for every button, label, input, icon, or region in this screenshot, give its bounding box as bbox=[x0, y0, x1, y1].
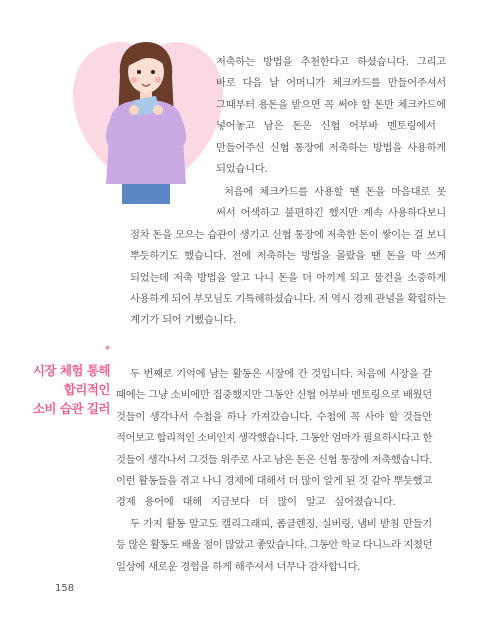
text-line: 점차 돈을 모으는 습관이 생기고 신협 통장에 저축한 돈이 쌓이는 걸 보니 bbox=[130, 228, 446, 241]
girl-with-card-illustration bbox=[68, 24, 228, 204]
text-line: 처음에 체크카드를 사용할 땐 돈을 마음대로 못 bbox=[224, 186, 446, 198]
text-line: 두 번째로 기억에 남는 활동은 시장에 간 것입니다. 처음에 시장을 갈 bbox=[130, 368, 432, 380]
right-eye bbox=[151, 70, 155, 74]
text-line: 때에는 그냥 소비에만 집중했지만 그동안 신협 어부바 멘토링으로 배웠던 bbox=[116, 389, 432, 402]
left-cheek bbox=[131, 77, 137, 83]
text-line: 바로 다음 날 어머니가 체크카드를 만들어주셔서 bbox=[216, 77, 446, 90]
text-line: 이런 활동들을 겪고 나니 경제에 대해서 더 많이 알게 된 것 같아 뿌듯했고 bbox=[116, 474, 432, 487]
text-line: 등 많은 활동도 배울 점이 많았고 좋았습니다. 그동안 학교 다니느라 지쳤던 bbox=[116, 539, 432, 552]
text-line: 만들어주신 신협 통장에 저축하는 방법을 사용하게 bbox=[216, 141, 446, 154]
text-line: 써서 어색하고 불편하긴 했지만 계속 사용하다보니 bbox=[216, 207, 446, 220]
text-line: 일상에 새로운 경험을 하게 해주셔서 너무나 감사합니다. bbox=[116, 560, 361, 573]
right-cheek bbox=[155, 77, 161, 83]
side-heading-line: 시장 체험 통해 bbox=[32, 363, 110, 378]
text-line: 것들이 생각나서 수첩을 하나 가져갔습니다. 수첩에 꼭 사야 할 것들만 bbox=[116, 410, 432, 423]
left-eye bbox=[137, 70, 141, 74]
page-number: 158 bbox=[55, 583, 75, 594]
paragraph-check-card bbox=[130, 182, 446, 332]
text-line: 넣어놓고 남은 돈은 신협 어부바 멘토링에서 bbox=[216, 120, 436, 133]
text-line: 두 가지 활동 말고도 캘리그래피, 폼클렌징, 실버링, 냄비 받침 만들기 bbox=[130, 517, 432, 530]
text-line: 사용하게 되어 부모님도 기특해하셨습니다. 저 역시 경제 관념을 확립하는 bbox=[130, 292, 446, 305]
text-line: 뿌듯하기도 했습니다. 전에 저축하는 방법을 몰랐을 땐 돈을 막 쓰게 bbox=[130, 250, 446, 263]
text-line: 계기가 되어 기뻤습니다. bbox=[130, 314, 237, 327]
text-line: 경제 용어에 대해 지금보다 더 많이 알고 싶어졌습니다. bbox=[116, 496, 396, 509]
text-line: 저축하는 방법을 추천한다고 하셨습니다. 그리고 bbox=[216, 56, 446, 68]
right-hand bbox=[153, 105, 163, 115]
text-line: 것들이 생각나서 그것들 위주로 사고 남은 돈은 신협 통장에 저축했습니다. bbox=[116, 453, 432, 466]
text-line: 되었는데 저축 방법을 알고 나니 돈을 더 아끼게 되고 물건을 소중하게 bbox=[130, 271, 446, 284]
paragraph-intro bbox=[216, 52, 446, 180]
side-heading-line: 합리적인 bbox=[63, 382, 110, 397]
text-line: 적어보고 합리적인 소비인지 생각했습니다. 그동안 엄마가 필요하시다고 한 bbox=[116, 432, 432, 445]
left-hand bbox=[129, 105, 139, 115]
star-icon: * bbox=[105, 345, 110, 355]
paragraph-market bbox=[116, 364, 432, 578]
text-line: 그때부터 용돈을 받으면 꼭 써야 할 돈만 체크카드에 bbox=[216, 98, 446, 111]
side-heading-line: 소비 습관 길러 bbox=[32, 401, 110, 416]
text-line: 되었습니다. bbox=[216, 162, 268, 175]
side-heading bbox=[33, 345, 110, 418]
